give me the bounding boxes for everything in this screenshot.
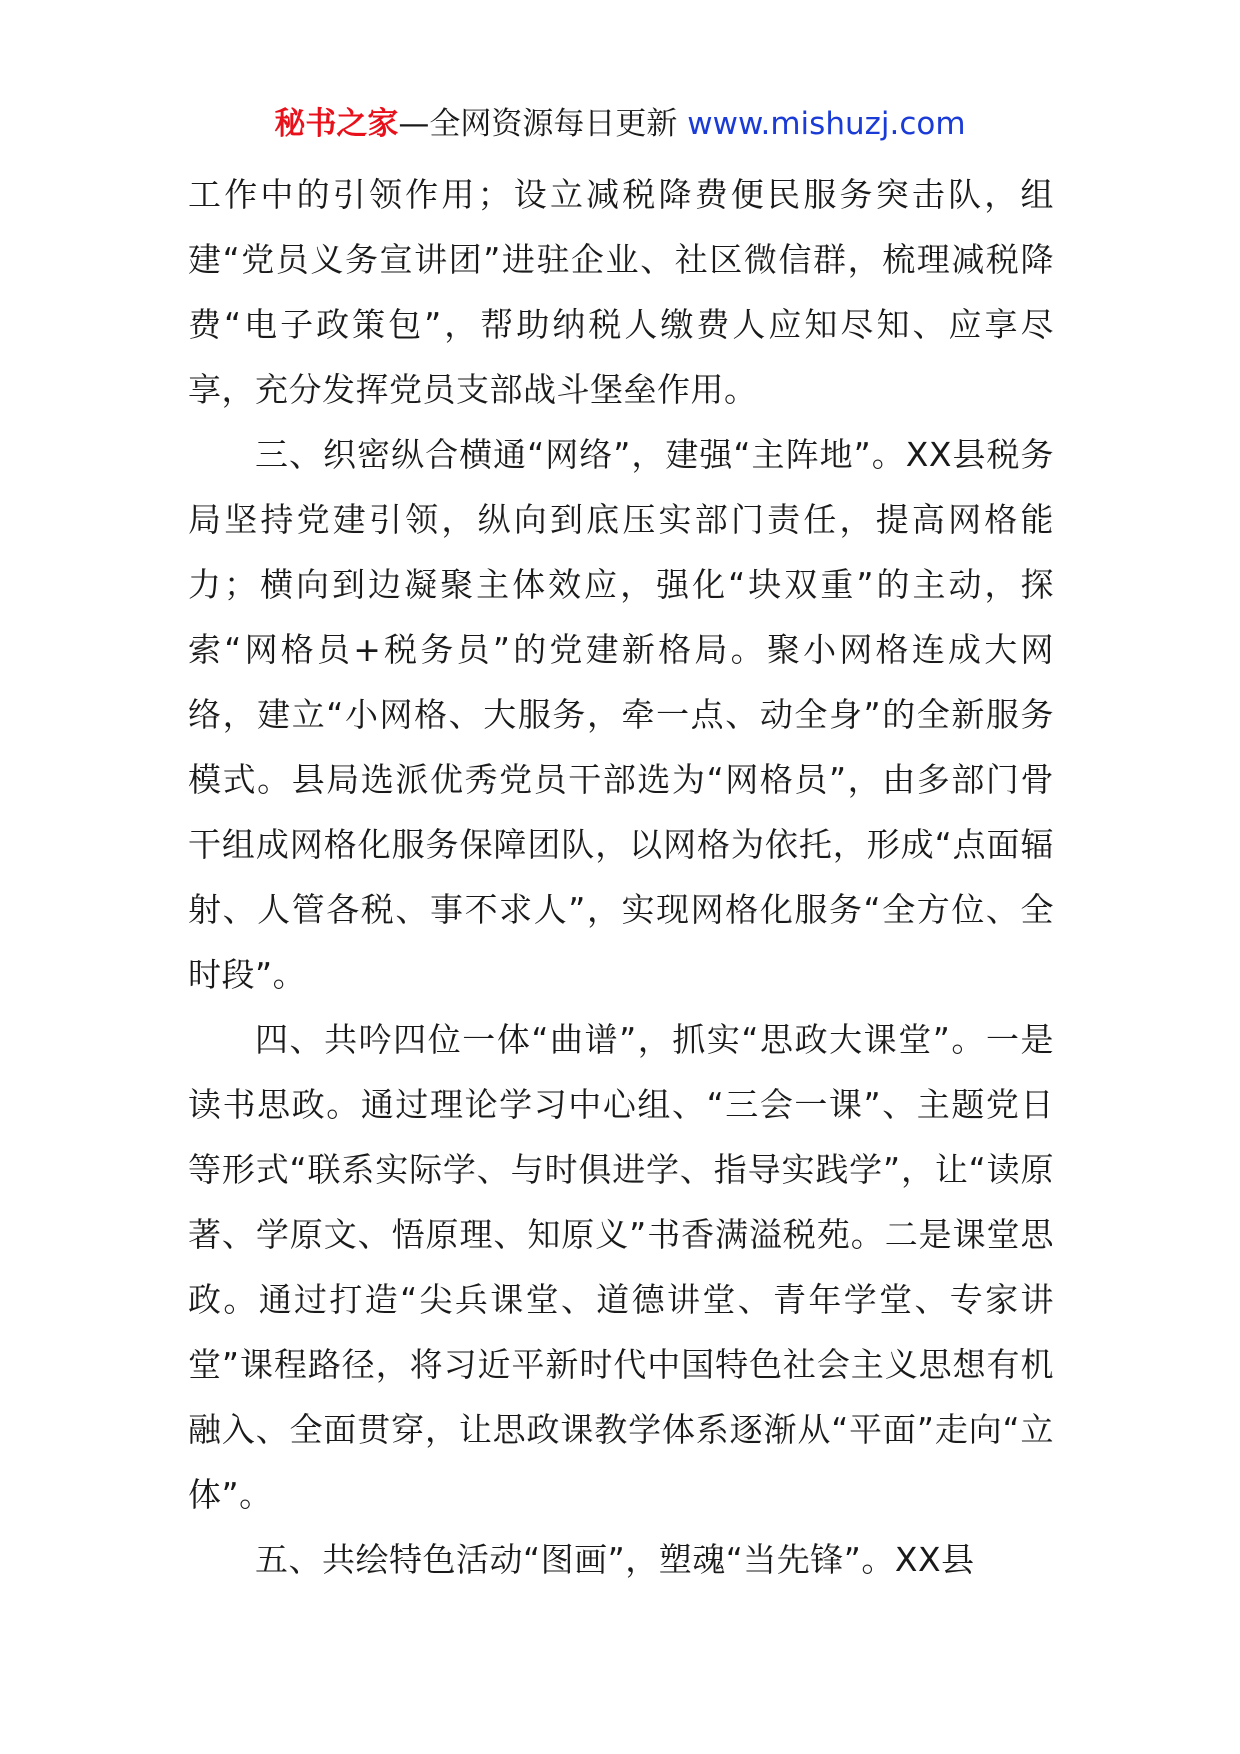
site-brand: 秘书之家 [274, 106, 399, 142]
paragraph-section-three: 三、织密纵合横通“网络”，建强“主阵地”。XX县税务局坚持党建引领，纵向到底压实部门责任，提高网格能力；横向到边凝聚主体效应，强化“块双重”的主动，探索“网格员+税务员”的党建新格局。聚小网格连成大网络，建立“小网格、大服务，牵一点、动全身”的全新服务模式。县局选派优秀党员干部选为“网格员”，由多部门骨干组成网格化服务保障团队，以网格为依托，形成“点面辐射、人管各税、事不求人”，实现网格化服务“全方位、全时段”。 [188, 435, 1054, 994]
site-url[interactable]: www.mishuzj.com [687, 106, 966, 142]
document-body [188, 162, 1054, 1592]
site-tagline: —全网资源每日更新 [398, 106, 688, 142]
paragraph-section-five: 五、共绘特色活动“图画”，塑魂“当先锋”。XX县 [255, 1540, 975, 1579]
page-header [0, 100, 1240, 148]
paragraph-section-four: 四、共吟四位一体“曲谱”，抓实“思政大课堂”。一是读书思政。通过理论学习中心组、“三会一课”、主题党日等形式“联系实际学、与时俱进学、指导实践学”，让“读原著、学原文、悟原理、知原义”书香满溢税苑。二是课堂思政。通过打造“尖兵课堂、道德讲堂、青年学堂、专家讲堂”课程路径，将习近平新时代中国特色社会主义思想有机融入、全面贯穿，让思政课教学体系逐渐从“平面”走向“立体”。 [188, 1020, 1054, 1514]
paragraph-continued: 工作中的引领作用；设立减税降费便民服务突击队，组建“党员义务宣讲团”进驻企业、社区微信群，梳理减税降费“电子政策包”，帮助纳税人缴费人应知尽知、应享尽享，充分发挥党员支部战斗堡垒作用。 [188, 175, 1054, 409]
